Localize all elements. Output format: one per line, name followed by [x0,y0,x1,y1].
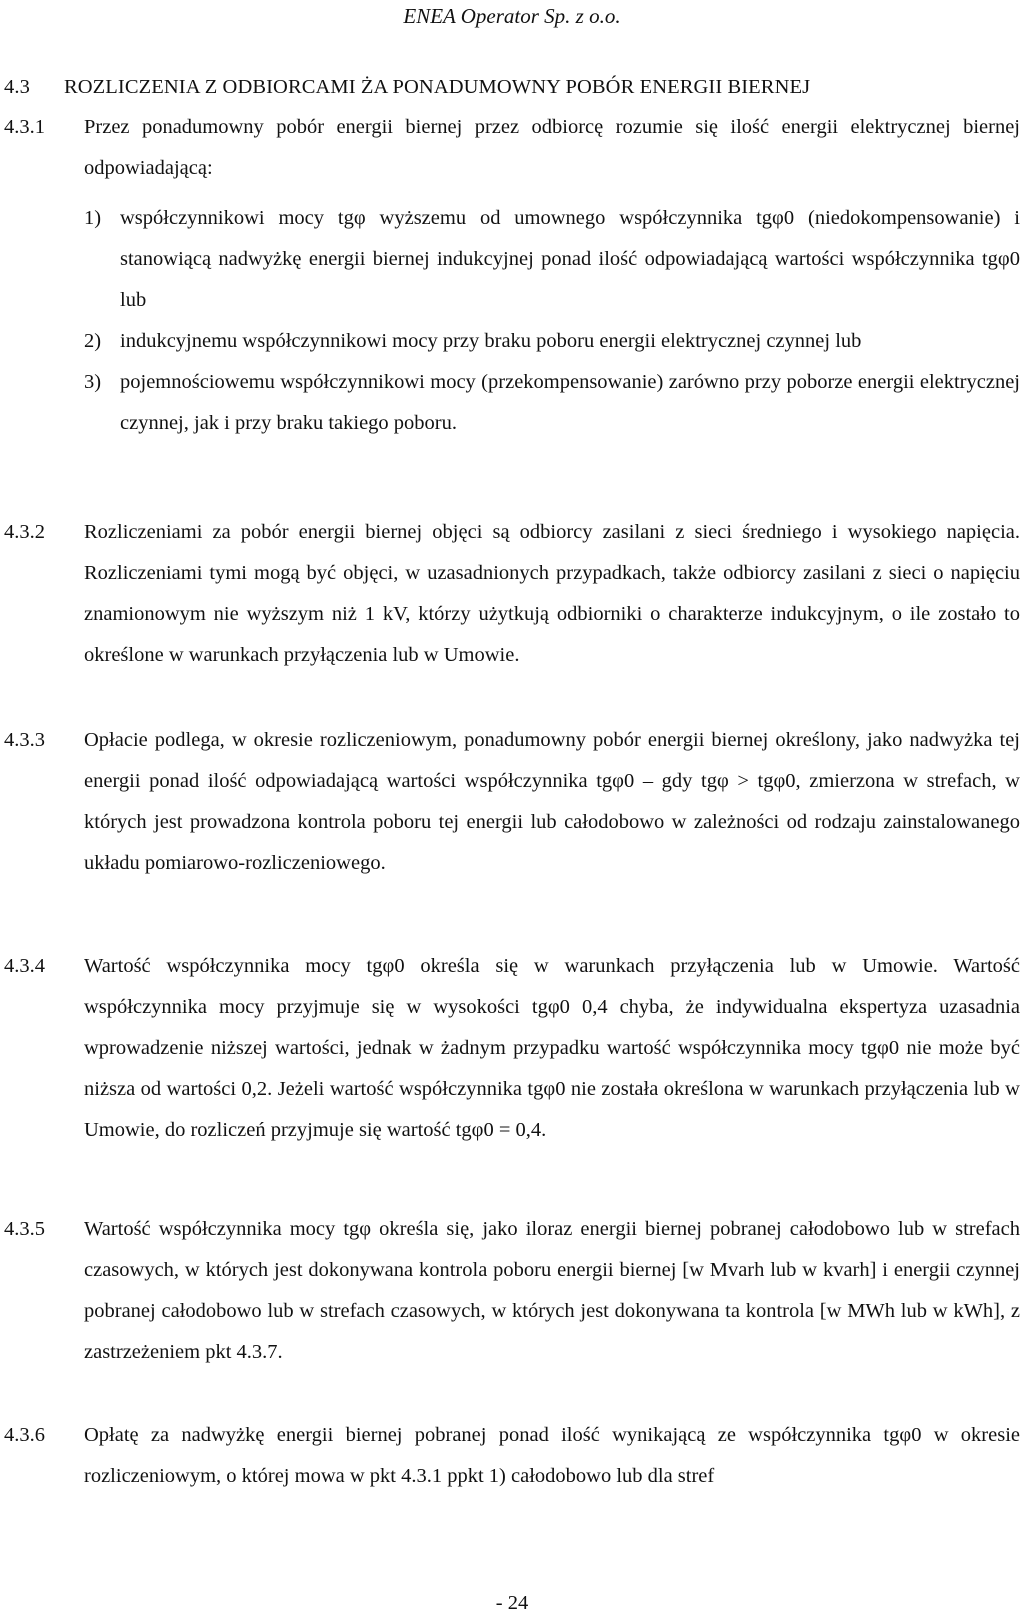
paragraph-4-3-1 [4,116,1020,189]
section-title: ROZLICZENIA Z ODBIORCAMI ŻA PONADUMOWNY POBÓR ENERGII BIERNEJ [64,76,811,98]
list-item-number: 3) [84,371,102,393]
page-number: - 24 [495,1592,529,1614]
paragraph-number: 4.3.4 [4,955,45,977]
paragraph-text: Opłacie podlega, w okresie rozliczeniowym, ponadumowny pobór energii biernej określony, jako nadwyżka tej energii ponad ilość odpowiadającą wartości współczynnika tgφ0 – gdy tgφ > tgφ0, zmierzona w strefach, w których jest prowadzona kontrola poboru tej energii lub całodobowo w zależności od rodzaju zainstalowanego układu pomiarowo-rozliczeniowego. [84,729,1020,874]
paragraph-4-3-4 [4,955,1020,1151]
paragraph-number: 4.3.6 [4,1424,45,1446]
paragraph-text: Wartość współczynnika mocy tgφ0 określa się w warunkach przyłączenia lub w Umowie. Wartość współczynnika mocy przyjmuje się w wysokości tgφ0 0,4 chyba, że indywidualna ekspertyza uzasadnia wprowadzenie niższej wartości, jednak w żadnym przypadku wartość współczynnika mocy tgφ0 nie może być niższa od wartości 0,2. Jeżeli wartość współczynnika tgφ0 nie została określona w warunkach przyłączenia lub w Umowie, do rozliczeń przyjmuje się wartość tgφ0 = 0,4. [84,955,1020,1141]
paragraph-4-3-6 [4,1424,1020,1497]
paragraph-text: Rozliczeniami za pobór energii biernej objęci są odbiorcy zasilani z sieci średniego i wysokiego napięcia. Rozliczeniami tymi mogą być objęci, w uzasadnionych przypadkach, także odbiorcy zasilani z sieci o napięciu znamionowym nie wyższym niż 1 kV, którzy użytkują odbiorniki o charakterze indukcyjnym, o ile zostało to określone w warunkach przyłączenia lub w Umowie. [84,521,1020,666]
paragraph-number: 4.3.2 [4,521,45,543]
paragraph-4-3-2 [4,521,1020,676]
list-item [84,321,1020,362]
paragraph-text: Przez ponadumowny pobór energii biernej przez odbiorcę rozumie się ilość energii elektrycznej biernej odpowiadającą: [84,116,1020,179]
section-heading [4,76,810,99]
list-item-text: indukcyjnemu współczynnikowi mocy przy braku poboru energii elektrycznej czynnej lub [120,330,862,352]
section-number: 4.3 [4,76,30,98]
list-item [84,198,1020,321]
list-item-text: współczynnikowi mocy tgφ wyższemu od umownego współczynnika tgφ0 (niedokompensowanie) i stanowiącą nadwyżkę energii biernej indukcyjnej ponad ilość odpowiadającą wartości współczynnika tgφ0 lub [120,207,1020,311]
list-item-number: 1) [84,207,102,229]
paragraph-text: Wartość współczynnika mocy tgφ określa się, jako iloraz energii biernej pobranej całodobowo lub w strefach czasowych, w których jest dokonywana kontrola poboru energii biernej [w Mvarh lub w kvarh] i energii czynnej pobranej całodobowo lub w strefach czasowych, w których jest dokonywana ta kontrola [w MWh lub w kWh], z zastrzeżeniem pkt 4.3.7. [84,1218,1020,1363]
paragraph-number: 4.3.3 [4,729,45,751]
list-item-text: pojemnościowemu współczynnikowi mocy (przekompensowanie) zarówno przy poborze energii elektrycznej czynnej, jak i przy braku takiego poboru. [120,371,1020,434]
paragraph-number: 4.3.5 [4,1218,45,1240]
document-header: ENEA Operator Sp. z o.o. [403,4,621,28]
paragraph-4-3-3 [4,729,1020,884]
paragraph-text: Opłatę za nadwyżkę energii biernej pobranej ponad ilość wynikającą ze współczynnika tgφ0 w okresie rozliczeniowym, o której mowa w pkt 4.3.1 ppkt 1) całodobowo lub dla stref [84,1424,1020,1487]
paragraph-4-3-1-items [84,198,1020,444]
paragraph-number: 4.3.1 [4,116,45,138]
list-item [84,362,1020,444]
paragraph-4-3-5 [4,1218,1020,1373]
list-item-number: 2) [84,330,102,352]
